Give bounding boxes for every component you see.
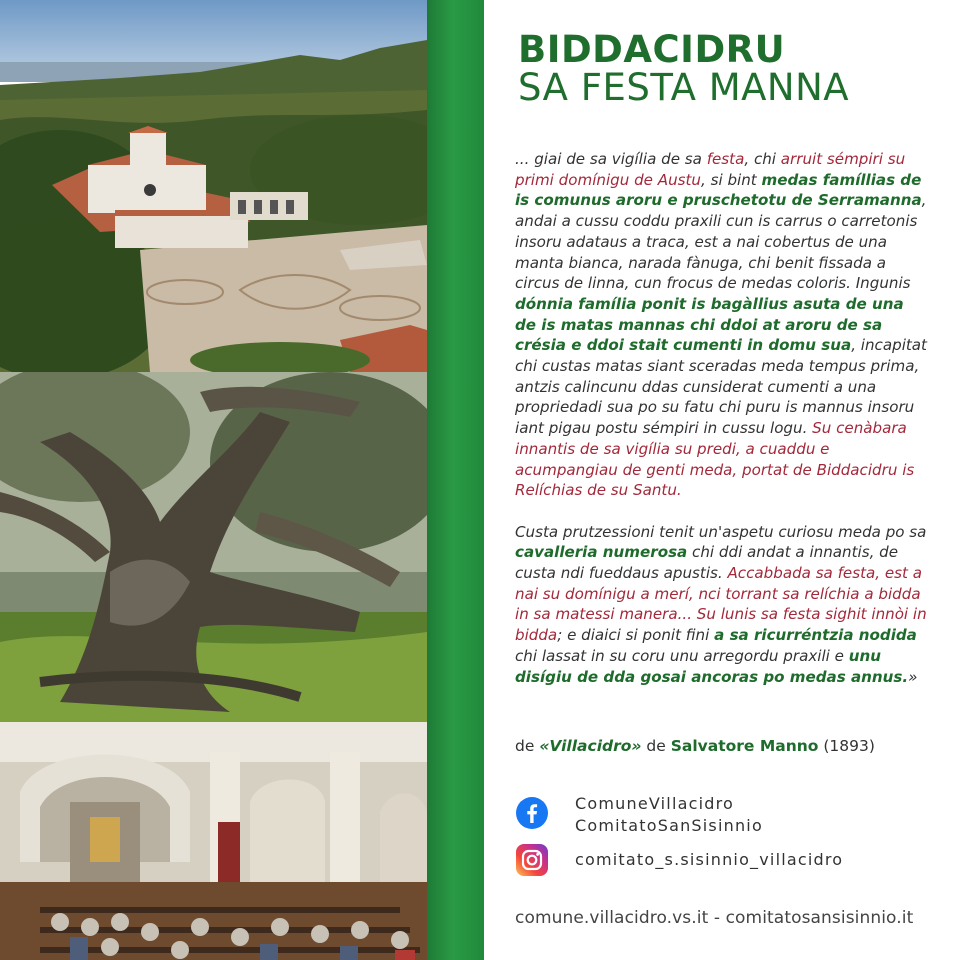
text-run: ... giai de sa vigília de sa bbox=[515, 150, 707, 168]
facebook-page-1[interactable]: ComuneVillacidro bbox=[575, 794, 735, 813]
quote-paragraph-2 bbox=[515, 522, 930, 688]
instagram-account[interactable]: comitato_s.sisinnio_villacidro bbox=[575, 850, 844, 869]
text-run: chi lassat in su coru unu arregordu praxili e bbox=[515, 646, 849, 665]
instagram-icon[interactable] bbox=[516, 844, 548, 876]
text-run: chi ddi andat a innantis, de custa ndi fueddaus apustis. bbox=[515, 543, 899, 583]
church-interior-photo bbox=[0, 722, 427, 960]
credit-work-title: «Villacidro» bbox=[539, 737, 642, 755]
title-line-2: SA FESTA MANNA bbox=[518, 66, 850, 109]
text-run: , si bint bbox=[701, 170, 762, 189]
facebook-page-2[interactable]: ComitatoSanSisinnio bbox=[575, 816, 763, 835]
credit-mid: de bbox=[641, 737, 671, 755]
text-run: » bbox=[908, 667, 918, 686]
green-divider-band bbox=[427, 0, 484, 960]
text-run: , andai a cussu coddu praxili cun is carrus o carretonis insoru adataus a traca, est a nai cobertus de una manta bianca, narada fànuga, chi benit fissada a circus de linna, cun frocus de medas coloris. Ingunis bbox=[515, 191, 927, 293]
highlight-red: arruit sémpiri su primi domínigu de Austu bbox=[515, 150, 906, 189]
text-run: Custa prutzessioni tenit un'aspetu curiosu meda po sa bbox=[515, 522, 927, 541]
title-line-1: BIDDACIDRU bbox=[518, 28, 786, 71]
facebook-icon[interactable] bbox=[516, 797, 548, 829]
highlight-red: festa bbox=[706, 150, 745, 168]
highlight-green: a sa ricurréntzia nodida bbox=[714, 626, 917, 645]
quote-paragraph-1 bbox=[515, 149, 930, 501]
text-run: ; e diaici si ponit fini bbox=[557, 626, 715, 645]
highlight-red: Accabbada sa festa, est a nai su domínigu a merí, nci torrant sa relíchia a bidda in sa matessi manera... Su lunis sa festa sighit innòi in bidda bbox=[515, 564, 927, 645]
highlight-green: dónnia família ponit is bagàllius asuta de una de is matas mannas chi ddoi at aroru de sa crésia e ddoi stait cumenti in domu sua bbox=[515, 294, 904, 355]
quote-body bbox=[515, 149, 930, 687]
credit-year: (1893) bbox=[818, 737, 875, 755]
highlight-green: medas famíllias de is comunus aroru e pruschetotu de Serramanna bbox=[515, 170, 922, 210]
highlight-red: Su cenàbara innantis de sa vigília su predi, a cuaddu e acumpangiau de genti meda, portat de Biddacidru is Relíchias de su Santu. bbox=[515, 419, 915, 500]
text-run: , incapitat chi custas matas siant sceradas meda tempus prima, antzis calincunu ddas cunsiderat cumenti a una propriedadi sua po su fatu chi puru is mannus insoru iant pigau postu sémpiri in cussu logu. bbox=[515, 336, 927, 438]
credit-author: Salvatore Manno bbox=[670, 737, 819, 755]
credit-prefix: de bbox=[515, 737, 540, 755]
sanctuary-aerial-photo bbox=[0, 0, 427, 372]
photo-column bbox=[0, 0, 427, 960]
text-panel bbox=[484, 0, 960, 960]
highlight-green: cavalleria numerosa bbox=[515, 543, 688, 562]
ancient-olive-tree-photo bbox=[0, 372, 427, 722]
footer-websites[interactable]: comune.villacidro.vs.it - comitatosansisinnio.it bbox=[515, 908, 914, 928]
source-credit bbox=[515, 737, 875, 755]
text-run: , chi bbox=[744, 150, 781, 168]
highlight-green: unu disígiu de dda gosai ancoras po medas annus. bbox=[515, 646, 909, 686]
